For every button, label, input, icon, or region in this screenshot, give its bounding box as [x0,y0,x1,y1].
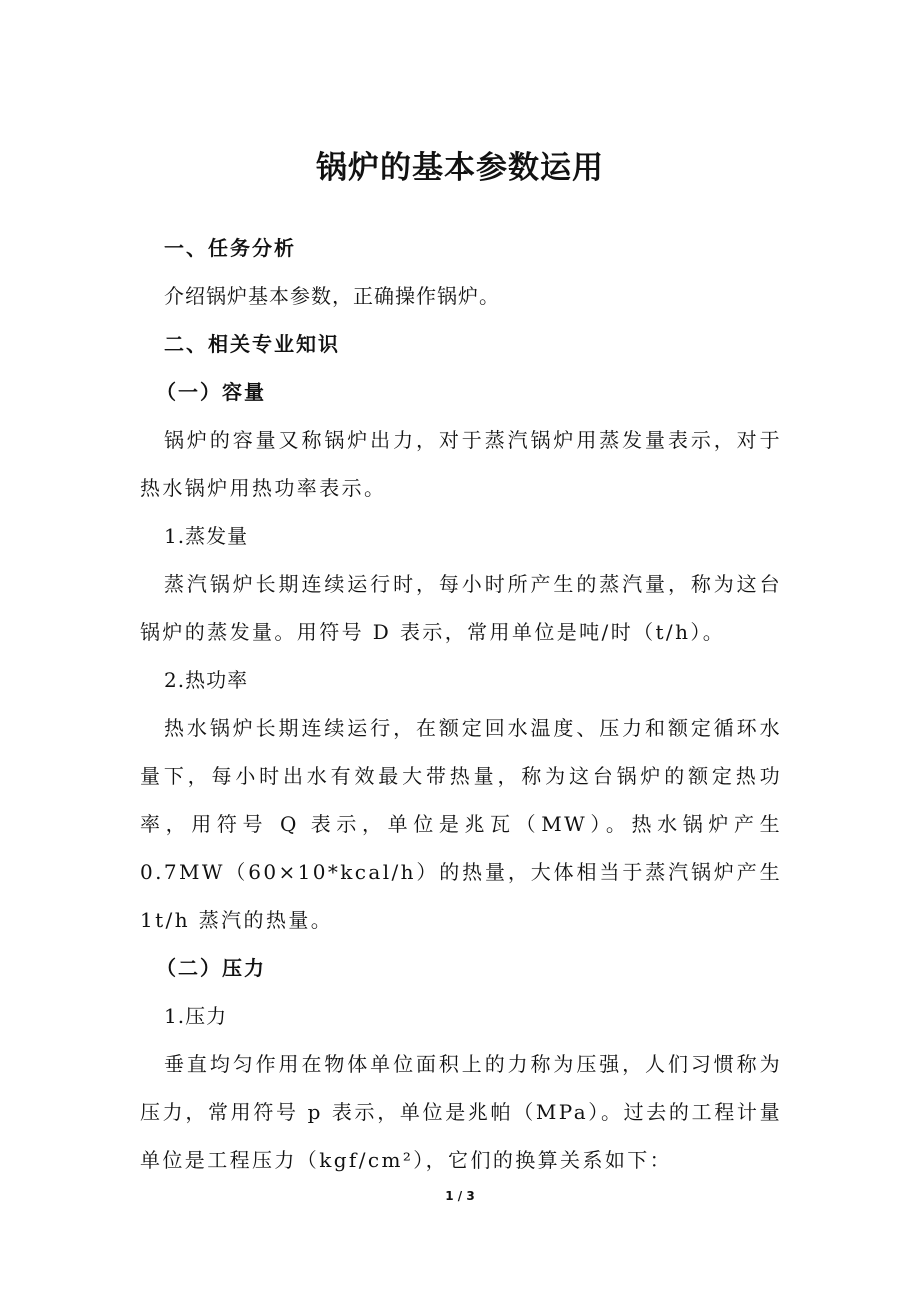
paragraph-evaporation: 蒸汽锅炉长期连续运行时，每小时所产生的蒸汽量，称为这台锅炉的蒸发量。用符号 D 表示，常用单位是吨/时（t/h）。 [140,572,782,644]
document-body [140,224,782,1184]
paragraph-task-analysis: 介绍锅炉基本参数，正确操作锅炉。 [164,284,500,308]
item-heading-evaporation: 1.蒸发量 [164,524,249,548]
paragraph-pressure: 垂直均匀作用在物体单位面积上的力称为压强，人们习惯称为压力，常用符号 p 表示，单位是兆帕（MPa）。过去的工程计量单位是工程压力（kgf/cm²），它们的换算关系如下： [140,1052,782,1172]
section-heading-task-analysis: 一、任务分析 [164,236,296,260]
subsection-heading-pressure: （二）压力 [156,956,266,980]
subsection-heading-capacity: （一）容量 [156,380,266,404]
section-heading-related-knowledge: 二、相关专业知识 [164,332,340,356]
item-heading-thermal-power: 2.热功率 [164,668,249,692]
paragraph-thermal-power: 热水锅炉长期连续运行，在额定回水温度、压力和额定循环水量下，每小时出水有效最大带热量，称为这台锅炉的额定热功率，用符号 Q 表示，单位是兆瓦（MW）。热水锅炉产生 0.7MW（60×10*kcal/h）的热量，大体相当于蒸汽锅炉产生 1t/h 蒸汽的热量。 [140,716,782,932]
document-title: 锅炉的基本参数运用 [316,150,604,186]
page-number: 1 / 3 [445,1189,475,1203]
item-heading-pressure: 1.压力 [164,1004,228,1028]
paragraph-capacity: 锅炉的容量又称锅炉出力，对于蒸汽锅炉用蒸发量表示，对于热水锅炉用热功率表示。 [140,428,782,500]
